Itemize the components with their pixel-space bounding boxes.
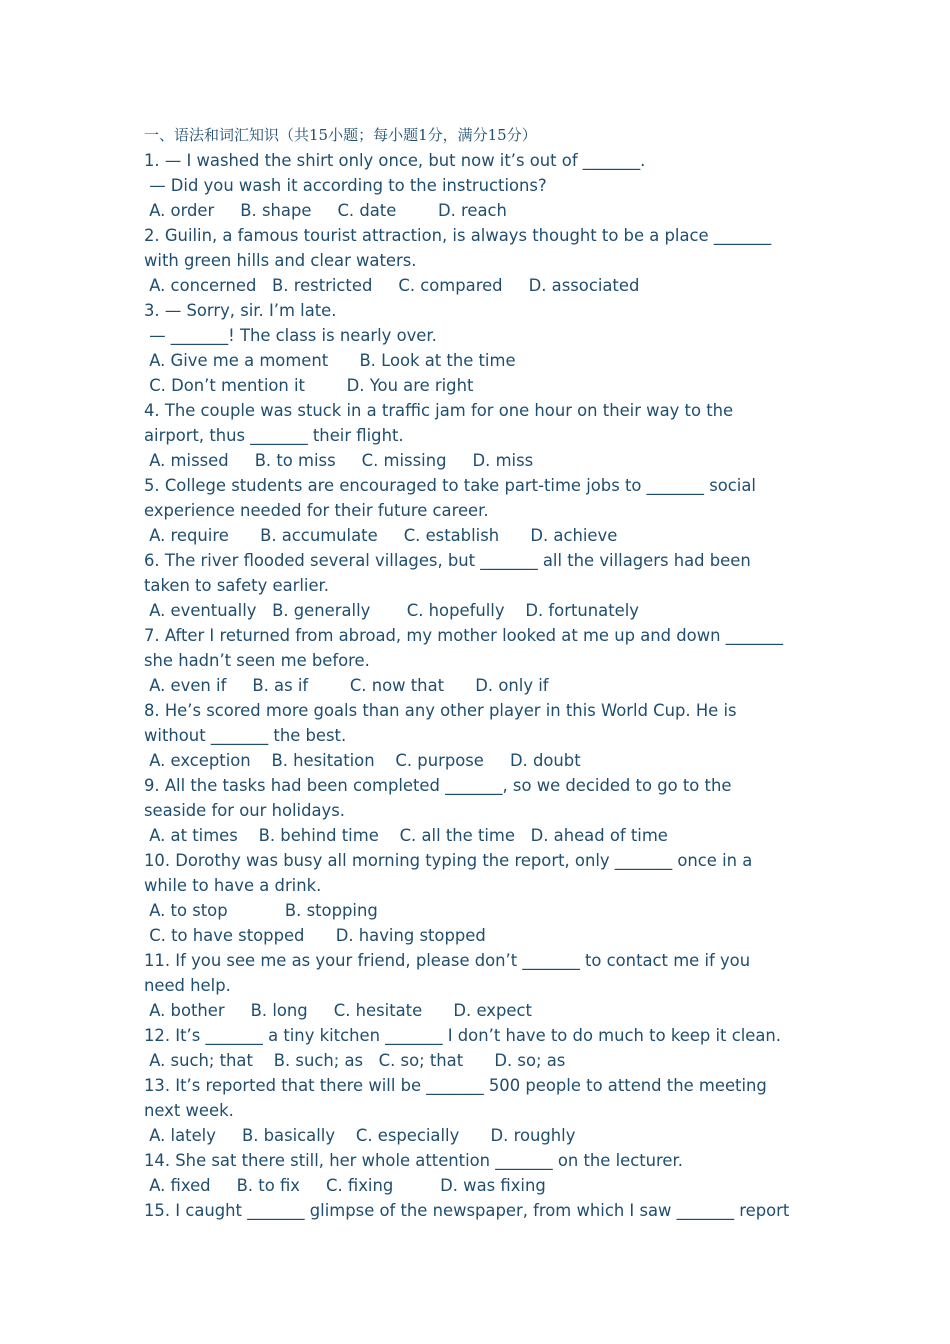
- answer-options: A. even if B. as if C. now that D. only if: [144, 676, 549, 695]
- answer-options: A. lately B. basically C. especially D. roughly: [144, 1126, 576, 1145]
- question-text-line: she hadn’t seen me before.: [144, 651, 370, 670]
- question-text-line: 5. College students are encouraged to take part-time jobs to _______ social: [144, 476, 756, 495]
- question-text-line: — _______! The class is nearly over.: [144, 326, 437, 345]
- question-text-line: 12. It’s _______ a tiny kitchen _______ I don’t have to do much to keep it clean.: [144, 1026, 781, 1045]
- question-text-line: 9. All the tasks had been completed _______, so we decided to go to the: [144, 776, 732, 795]
- question-text-line: 3. — Sorry, sir. I’m late.: [144, 301, 337, 320]
- answer-options: A. missed B. to miss C. missing D. miss: [144, 451, 534, 470]
- answer-options: A. fixed B. to fix C. fixing D. was fixing: [144, 1176, 546, 1195]
- question-text-line: 8. He’s scored more goals than any other player in this World Cup. He is: [144, 701, 737, 720]
- section-heading: 一、语法和词汇知识（共15小题；每小题1分，满分15分）: [144, 126, 537, 144]
- answer-options: A. exception B. hesitation C. purpose D. doubt: [144, 751, 581, 770]
- question-text-line: 7. After I returned from abroad, my mother looked at me up and down _______: [144, 626, 784, 645]
- answer-options: C. to have stopped D. having stopped: [144, 926, 486, 945]
- question-list: [144, 148, 824, 1223]
- question-text-line: 11. If you see me as your friend, please don’t _______ to contact me if you: [144, 951, 751, 970]
- answer-options: A. at times B. behind time C. all the time D. ahead of time: [144, 826, 668, 845]
- question-text-line: — Did you wash it according to the instructions?: [144, 176, 547, 195]
- answer-options: A. concerned B. restricted C. compared D. associated: [144, 276, 640, 295]
- question-text-line: 14. She sat there still, her whole attention _______ on the lecturer.: [144, 1151, 683, 1170]
- question-text-line: taken to safety earlier.: [144, 576, 330, 595]
- document-page: [144, 123, 824, 1223]
- question-text-line: seaside for our holidays.: [144, 801, 345, 820]
- question-text-line: 1. — I washed the shirt only once, but now it’s out of _______.: [144, 151, 646, 170]
- answer-options: A. order B. shape C. date D. reach: [144, 201, 507, 220]
- answer-options: A. eventually B. generally C. hopefully D. fortunately: [144, 601, 639, 620]
- answer-options: A. such; that B. such; as C. so; that D. so; as: [144, 1051, 566, 1070]
- question-text-line: while to have a drink.: [144, 876, 322, 895]
- question-text-line: 6. The river flooded several villages, but _______ all the villagers had been: [144, 551, 751, 570]
- question-text-line: 13. It’s reported that there will be _______ 500 people to attend the meeting: [144, 1076, 767, 1095]
- question-text-line: need help.: [144, 976, 231, 995]
- question-text-line: with green hills and clear waters.: [144, 251, 417, 270]
- question-text-line: next week.: [144, 1101, 234, 1120]
- answer-options: A. to stop B. stopping: [144, 901, 378, 920]
- question-text-line: 4. The couple was stuck in a traffic jam for one hour on their way to the: [144, 401, 734, 420]
- answer-options: A. Give me a moment B. Look at the time: [144, 351, 516, 370]
- question-text-line: 10. Dorothy was busy all morning typing the report, only _______ once in a: [144, 851, 753, 870]
- answer-options: A. require B. accumulate C. establish D. achieve: [144, 526, 618, 545]
- question-text-line: 2. Guilin, a famous tourist attraction, is always thought to be a place _______: [144, 226, 772, 245]
- answer-options: C. Don’t mention it D. You are right: [144, 376, 474, 395]
- question-text-line: experience needed for their future career.: [144, 501, 489, 520]
- question-text-line: without _______ the best.: [144, 726, 347, 745]
- question-text-line: airport, thus _______ their flight.: [144, 426, 404, 445]
- question-text-line: 15. I caught _______ glimpse of the newspaper, from which I saw _______ report: [144, 1201, 790, 1220]
- answer-options: A. bother B. long C. hesitate D. expect: [144, 1001, 532, 1020]
